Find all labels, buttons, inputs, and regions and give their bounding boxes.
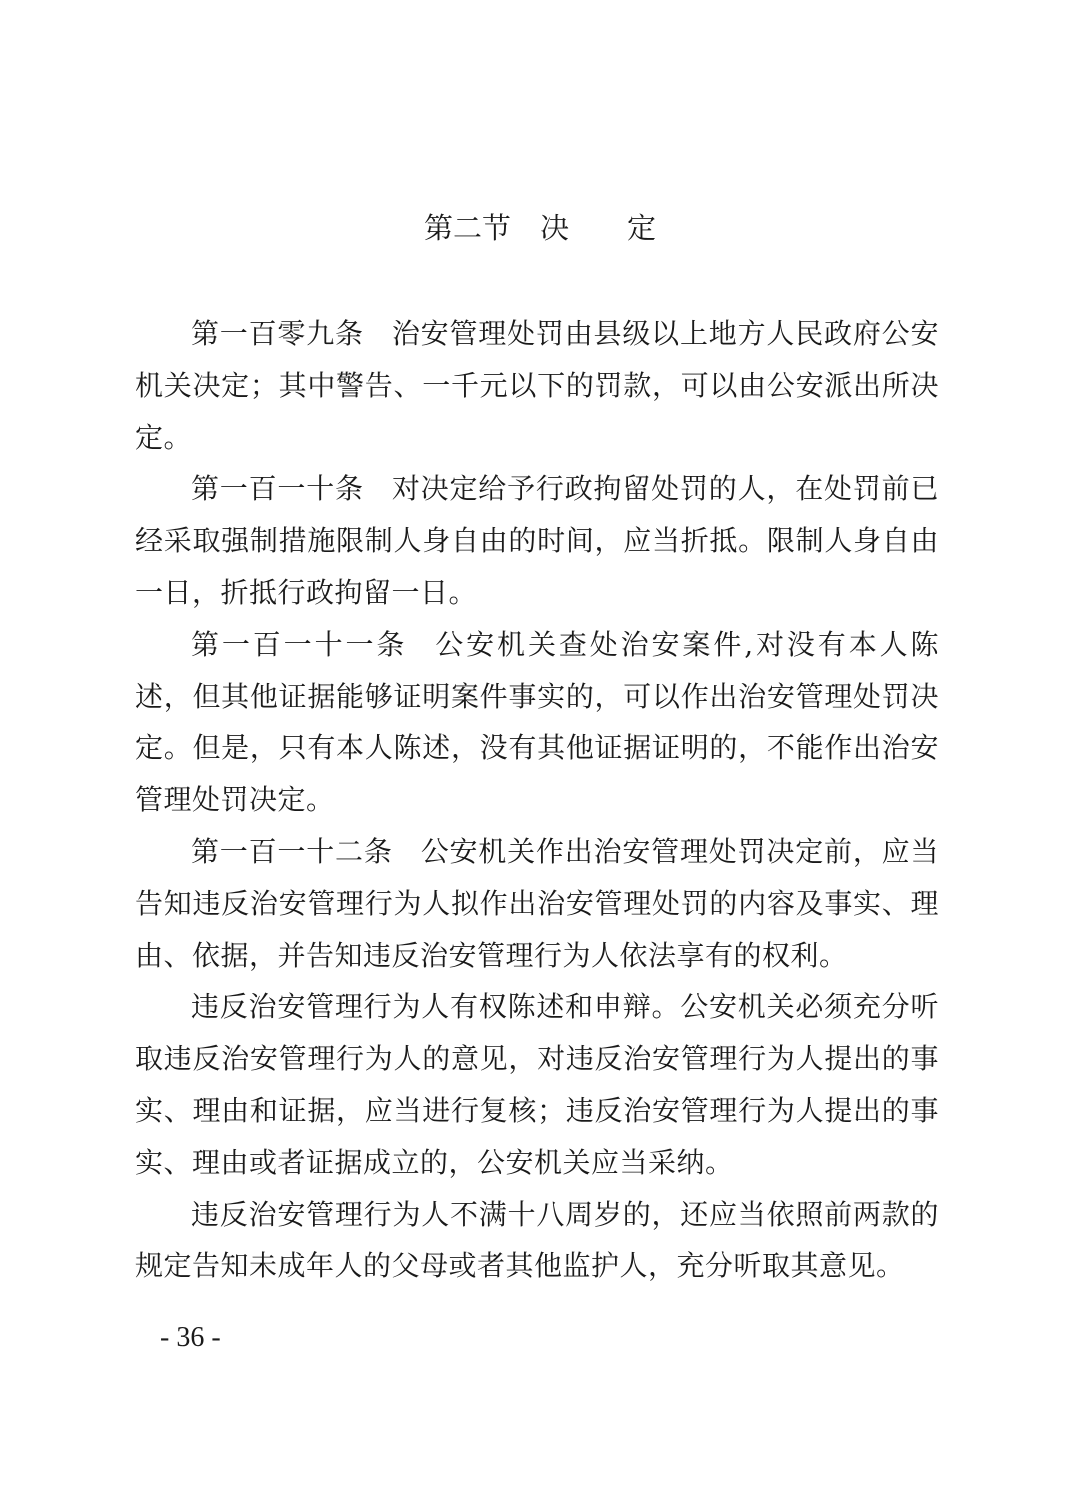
page-number: - 36 -	[160, 1322, 221, 1353]
article-109	[135, 308, 939, 463]
article-text: 对决定给予行政拘留处罚的人，在处罚前已经采取强制措施限制人身自由的时间，应当折抵。限制人身自由一日，折抵行政拘留一日。	[135, 472, 939, 609]
article-text: 公安机关查处治安案件,对没有本人陈述，但其他证据能够证明案件事实的，可以作出治安管理处罚决定。但是，只有本人陈述，没有其他证据证明的，不能作出治安管理处罚决定。	[135, 627, 939, 817]
article-112	[135, 826, 939, 981]
paragraph-text: 违反治安管理行为人不满十八周岁的，还应当依照前两款的规定告知未成年人的父母或者其他监护人，充分听取其意见。	[135, 1197, 939, 1283]
section-title: 第二节 决 定	[423, 211, 656, 245]
article-number: 第一百一十条	[191, 472, 364, 506]
article-number: 第一百一十二条	[191, 834, 393, 868]
article-number: 第一百一十一条	[191, 627, 408, 661]
article-112-paragraph-2	[135, 981, 939, 1188]
article-112-paragraph-3	[135, 1189, 939, 1293]
article-text: 治安管理处罚由县级以上地方人民政府公安机关决定；其中警告、一千元以下的罚款，可以由公安派出所决定。	[135, 317, 939, 454]
paragraph-text: 违反治安管理行为人有权陈述和申辩。公安机关必须充分听取违反治安管理行为人的意见，对违反治安管理行为人提出的事实、理由和证据，应当进行复核；违反治安管理行为人提出的事实、理由或者证据成立的，公安机关应当采纳。	[135, 990, 939, 1179]
document-body	[135, 308, 939, 1292]
article-111	[135, 619, 939, 826]
article-text: 公安机关作出治安管理处罚决定前，应当告知违反治安管理行为人拟作出治安管理处罚的内容及事实、理由、依据，并告知违反治安管理行为人依法享有的权利。	[135, 834, 939, 972]
article-number: 第一百零九条	[191, 317, 364, 350]
article-110	[135, 463, 939, 618]
